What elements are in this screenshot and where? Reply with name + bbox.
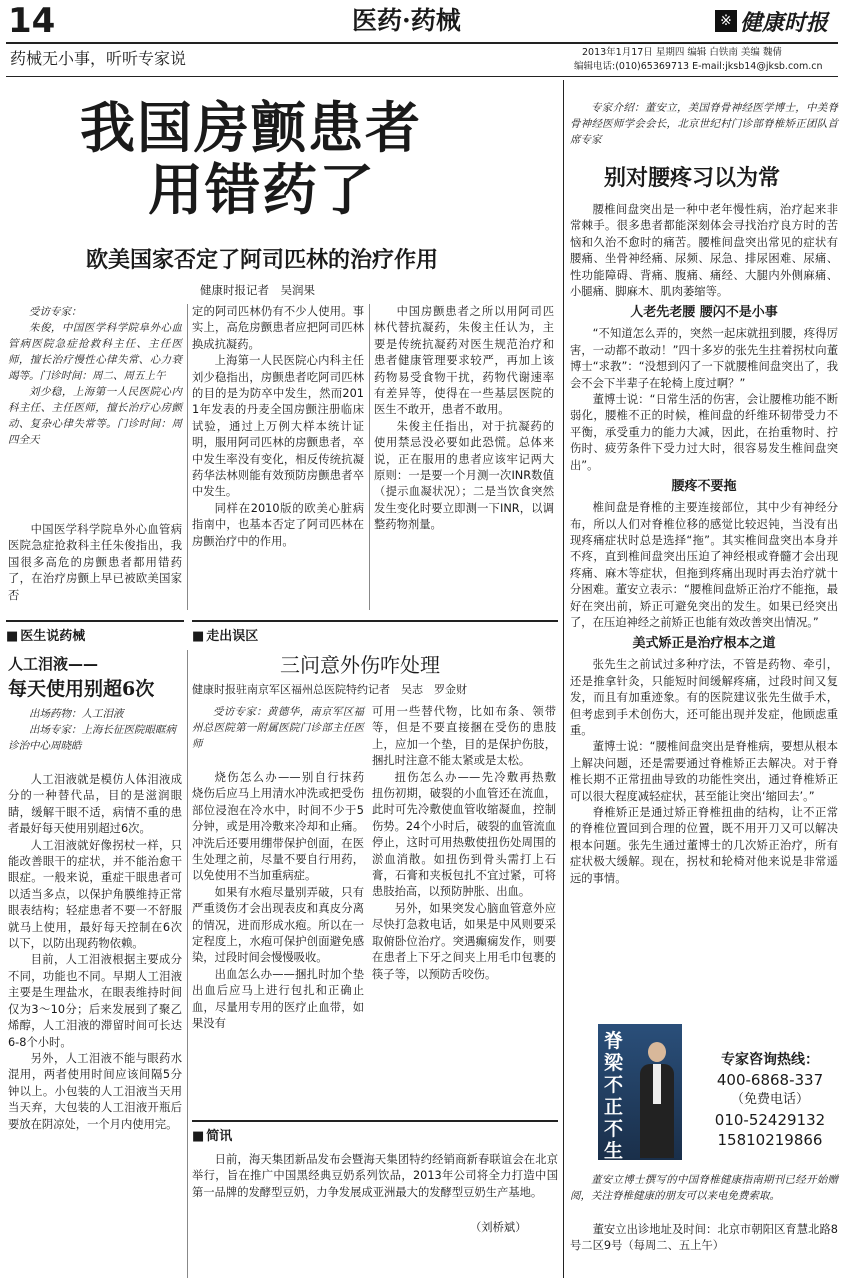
back-pain-title: 别对腰疼习以为常	[604, 165, 781, 191]
hotline-free-note: （免费电话）	[730, 1092, 809, 1107]
tears-source-expert: 出场专家：上海长征医院眼眶病诊治中心周晓皓	[8, 724, 176, 752]
injury-byline: 健康时报驻南京军区福州总医院特约记者 吴志 罗金财	[192, 683, 467, 696]
section-title: 医药·药械	[352, 6, 461, 35]
book-caption: 董安立博士撰写的中国脊椎健康指南期刊已经开始赠阅，关注脊椎健康的朋友可以来电免费索取。	[570, 1174, 838, 1202]
expert-label: 受访专家：	[29, 306, 82, 318]
logo-mark-icon: ※	[715, 10, 737, 32]
tears-sources	[8, 706, 182, 754]
column-divider	[187, 650, 188, 1278]
book-title: 脊梁不正不生	[604, 1030, 624, 1160]
masthead-subrule	[6, 76, 838, 77]
tears-title: 每天使用别超6次	[8, 678, 155, 700]
lead-column-1: 中国医学科学院阜外心血管病医院急症抢救科主任朱俊指出，我国很多高危的房颤患者都用错药了，在治疗房颤上早已被欧美国家否	[8, 523, 182, 602]
injury-expert: 受访专家：黄德华，南京军区福州总医院第一附属医院门诊部主任医师	[192, 706, 364, 750]
section-avoid-mistakes: ■ 走出误区	[192, 620, 558, 644]
lead-subheadline: 欧美国家否定了阿司匹林的治疗作用	[86, 247, 439, 273]
doctor-portrait-icon	[638, 1038, 676, 1158]
column-divider	[187, 304, 188, 610]
lead-headline-1: 我国房颤患者	[80, 96, 423, 160]
newspaper-logo	[715, 7, 828, 35]
hotline-block	[700, 1050, 840, 1150]
lead-experts	[8, 304, 182, 448]
logo-text: 健康时报	[740, 9, 829, 36]
back-pain-body: 腰椎间盘突出是一种中老年慢性病，治疗起来非常棘手。很多患者都能深刻体会寻找治疗良方时的苦恼和久治不愈时的痛苦。腰椎间盘突出常见的症状有腰痛、坐骨神经痛、尿频、尿急、排尿困难、尿痛、性功能障碍、背痛、腹痛、痛经、大腿内外侧麻痛、小腿痛、脚麻木、肌肉萎缩等。 人老先老腰 腰闪不是小事 “不知道怎么弄的，突然一起床就扭到腰，疼得厉害，一动都不敢动！”四十多岁的张先生拄着拐杖向董博士“求教”：“没想到闪了一下就腰椎间盘突出了，我会不会下半辈子在轮椅上度过啊？” 董博士说：“日常生活的伤害，会让腰椎功能不断弱化，腰椎不正的时候，椎间盘的纤维环韧带受力不平衡，承受重力的能力大减，因此，在抬重物时、拧伤时、疲劳条件下受力过大时，很容易发生椎间盘突出”。 腰疼不要拖 椎间盘是脊椎的主要连接部位，其中少有神经分布，所以人们对脊椎位移的感觉比较迟钝，当没有出现疼痛症状时总是选择“拖”。其实椎间盘突出本身并不疼，直到椎间盘突出压迫了神经根或脊髓才会出现疼痛、麻木等症状，但拖到疼痛出现时再去治疗就十分困难。董安立表示：“腰椎间盘矫正治疗不能拖，最好在突出前，矫正可避免突出的发生。如果已经突出了，在压迫神经之前矫正也能有效改善突出情况。” 美式矫正是治疗根本之道 张先生之前试过多种疗法，不管是药物、牵引，还是推拿针灸，只能短时间缓解疼痛，过段时间又复发，而且有加重迹象。有的医院建议张先生做手术，但考虑到手术创伤大，还可能出现并发症，他顾虑重重。 董博士说：“腰椎间盘突出是脊椎病，要想从根本上解决问题，还是需要通过脊椎矫正去解决。对于脊椎长期不正常扭曲导致的功能性突出，通过脊椎矫正可以很大程度减轻症状，甚至能让突出‘缩回去’。” 脊椎矫正是通过矫正脊椎扭曲的结构，让不正常的脊椎位置回到合理的位置，既不用开刀又可以解决根本问题。张先生通过董博士的几次矫正治疗，所有症状极大缓解。现在，拐杖和轮椅对他来说是非常遥远的事情。	[570, 203, 838, 885]
tears-body: 人工泪液就是模仿人体泪液成分的一种替代品，目的是滋润眼睛，缓解干眼不适，病情不重的患者最好每天使用别超过6次。 人工泪液就好像拐杖一样，只能改善眼干的症状，并不能治愈干眼症。一般来说，重症干眼患者可以适当多点，以保护角膜维持正常眼表结构；轻症患者不要一不舒服就马上使用，最好每天控制在6次以下，以防出现药物依赖。 目前，人工泪液根据主要成分不同，功能也不同。早期人工泪液主要是生理盐水，在眼表维持时间仅为3～10分；后来发展到了聚乙烯醇，人工泪液的滞留时间可长达6-8个小时。 另外，人工泪液不能与眼药水混用，两者使用时间应该间隔5分钟以上。小包装的人工泪液当天用当天弃，大包装的人工泪液开瓶后要放在阴凉处，一个月内使用完。	[8, 773, 182, 1131]
expert-liu-shaowen: 刘少稳，上海第一人民医院心内科主任、主任医师，擅长治疗心房颤动、复杂心律失常等。门诊时间：周四全天	[8, 386, 182, 446]
brief-author: （刘桥斌）	[470, 1221, 527, 1234]
book-cover	[598, 1024, 682, 1160]
brief-body: 日前，海天集团新品发布会暨海天集团特约经销商新春联谊会在北京举行，旨在推广中国黑经典豆奶系列饮品，2013年公司将全力打造中国第一品牌的发酵型豆奶，力争发展成亚洲最大的发酵型豆奶生产基地。	[192, 1153, 558, 1199]
tears-kicker: 人工泪液——	[8, 655, 99, 673]
tears-source-drug: 出场药物：人工泪液	[29, 708, 124, 720]
injury-col-2: 可用一些替代物，比如布条、领带等，但是不要直接捆在受伤的患肢上，应加一个垫，目的是保护伤肢，捆扎时注意不能太紧或是太松。 扭伤怎么办——先冷敷再热敷 扭伤初期，破裂的小血管还在流血，此时可先冷敷使血管收缩凝血，控制伤势。24个小时后，破裂的血管流血停止，这时可用热敷使扭伤处周围的淤血消散。如扭伤到骨头需打上石膏，石膏和夹板包扎不宜过紧，可将患肢抬高，以预防肿胀、出血。 另外，如果突发心脑血管意外应尽快打急救电话，如果是中风则要采取俯卧位治疗。突遇癫痫发作，则要在患者上下牙之间夹上用毛巾包裹的筷子等，以预防舌咬伤。	[372, 705, 556, 981]
back-pain-subhead-1: 人老先老腰 腰闪不是小事	[630, 305, 778, 321]
back-pain-subhead-2: 腰疼不要拖	[671, 479, 737, 495]
lead-column-3: 中国房颤患者之所以用阿司匹林代替抗凝药，朱俊主任认为，主要是传统抗凝药对医生规范治疗和患者健康管理要求较严，再加上该药物易受食物干扰，药物代谢速率有差异等，使得在一些基层医院的医生不敢开，患者不敢用。 朱俊主任指出，对于抗凝药的使用禁忌没必要如此恐慌。总体来说，正在服用的患者应该牢记两大原则：一是要一个月测一次INR数值（提示血凝状况）；二是当饮食突然发生变化时要立即测一下INR，以调整药物剂量。	[374, 305, 554, 532]
section-brief: ■ 简讯	[192, 1120, 558, 1144]
hotline-label: 专家咨询热线：	[721, 1052, 819, 1068]
lead-column-2: 定的阿司匹林仍有不少人使用。事实上，高危房颤患者应把阿司匹林换成抗凝药。 上海第一人民医院心内科主任刘少稳指出，房颤患者吃阿司匹林的目的是为防卒中发生，然而2011年发表的丹麦全国房颤注册临床试验，通过上万例大样本统计证明，服用阿司匹林的房颤患者，卒中发生率没有变化，相反传统抗凝药华法林则能有效预防房颤患者卒中发生。 同样在2010版的欧美心脏病指南中，也基本否定了阿司匹林在房颤治疗中的作用。	[192, 305, 364, 548]
injury-title: 三问意外伤咋处理	[280, 653, 440, 677]
section-doctor-talk: ■ 医生说药械	[6, 620, 184, 644]
hotline-number-1[interactable]: 400-6868-337	[716, 1071, 824, 1089]
hotline-number-2[interactable]: 010-52429132	[714, 1111, 826, 1129]
hotline-number-3[interactable]: 15810219866	[717, 1131, 823, 1149]
injury-col-1: 烧伤怎么办——别自行抹药 烧伤后应马上用清水冲洗或把受伤部位浸泡在冷水中，时间不少于5分钟，或是用冷敷来冷却和止痛。冲洗后还要用绷带保护创面，在医生处理之前，尽量不要自行用药，以免使用不当加重病症。 如果有水疱尽量别弄破，只有严重烫伤才会出现表皮和真皮分离的情况，进而形成水疱。所以在一定程度上，水疱可保护创面避免感染，过段时间会慢慢吸收。 出血怎么办——捆扎时加个垫 出血后应马上进行包扎和正确止血，尽量用专用的医疗止血带，如果没有	[192, 771, 364, 1031]
masthead-rule	[6, 42, 838, 44]
back-pain-subhead-3: 美式矫正是治疗根本之道	[632, 636, 776, 652]
clinic-address: 董安立出诊地址及时间：北京市朝阳区育慧北路8号二区9号（每周二、五上午）	[570, 1223, 838, 1253]
page-number: 14	[8, 1, 56, 41]
lead-byline: 健康时报记者 吴润果	[200, 283, 315, 297]
date-line: 2013年1月17日 星期四 编辑 白铁南 美编 魏倩	[582, 47, 782, 58]
right-column-divider	[563, 80, 564, 1278]
lead-headline-2: 用错药了	[148, 158, 377, 222]
column-title: 药械无小事，听听专家说	[10, 49, 187, 68]
expert-zhu-jun: 朱俊，中国医学科学院阜外心血管病医院急症抢救科主任、主任医师，擅长治疗慢性心律失常、心力衰竭等。门诊时间：周二、周五上午	[8, 322, 182, 382]
back-pain-intro: 专家介绍：董安立，美国脊骨神经医学博士，中美脊骨神经医师学会会长，北京世纪村门诊部脊椎矫正团队首席专家	[570, 102, 838, 146]
column-divider	[369, 304, 370, 610]
contact-line: 编辑电话:(010)65369713 E-mail:jksb14@jksb.com.cn	[574, 61, 823, 72]
